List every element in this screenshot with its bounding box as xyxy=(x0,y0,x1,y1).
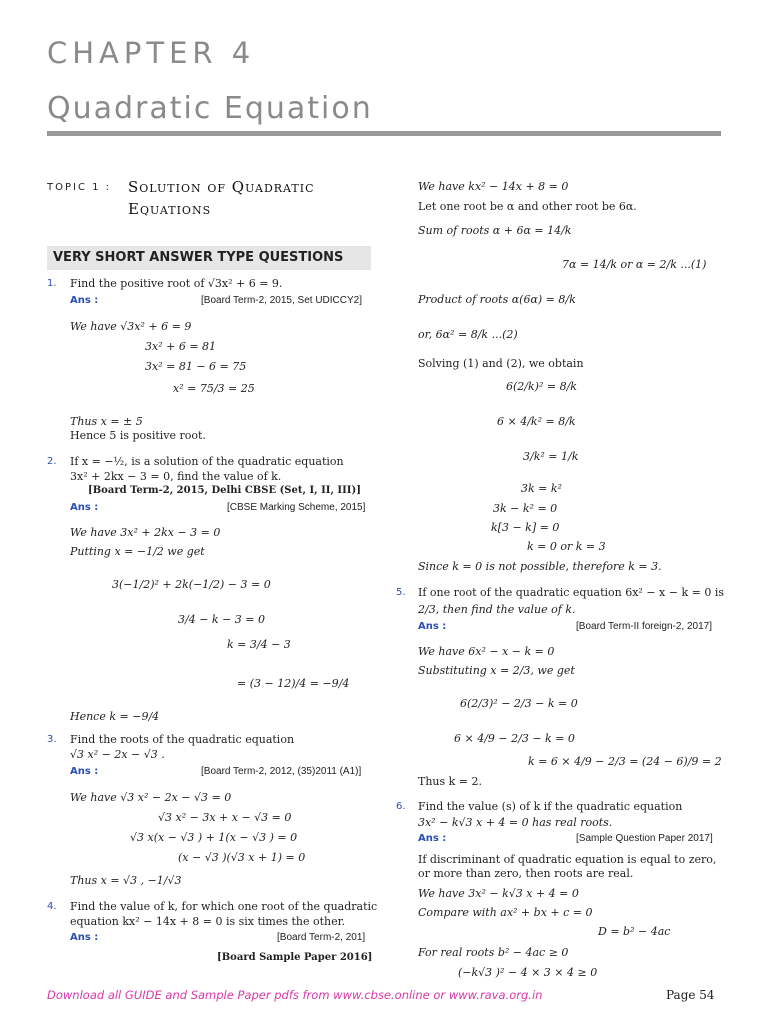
solution-line: Product of roots α(6α) = 8/k xyxy=(418,293,576,306)
solution-line: Sum of roots α + 6α = 14/k xyxy=(418,224,572,237)
question-number: 2. xyxy=(47,456,57,467)
footer-download-link[interactable]: Download all GUIDE and Sample Paper pdfs from www.cbse.online or www.rava.org.in xyxy=(47,988,543,1002)
question-text: 2/3, then find the value of k. xyxy=(418,603,576,616)
solution-line: We have 3x² − k√3 x + 4 = 0 xyxy=(418,887,579,900)
solution-line: We have √3x² + 6 = 9 xyxy=(70,320,192,333)
answer-label: Ans : xyxy=(70,932,99,943)
solution-line: k = 0 or k = 3 xyxy=(527,540,606,553)
solution-line: or, 6α² = 8/k ...(2) xyxy=(418,328,518,341)
solution-line: Compare with ax² + bx + c = 0 xyxy=(418,906,593,919)
source-ref: [Board Term-II foreign-2, 2017] xyxy=(576,621,712,632)
source-ref: [Board Term-2, 201] xyxy=(277,932,366,943)
solution-line: 6(2/3)² − 2/3 − k = 0 xyxy=(460,697,578,710)
question-text: If x = −½, is a solution of the quadratic equation xyxy=(70,455,344,468)
solution-line: 3x² + 6 = 81 xyxy=(145,340,217,353)
solution-line: k = 6 × 4/9 − 2/3 = (24 − 6)/9 = 2 xyxy=(528,755,722,768)
solution-line: D = b² − 4ac xyxy=(598,925,671,938)
topic-title-line2: Equations xyxy=(128,200,212,218)
solution-line: Solving (1) and (2), we obtain xyxy=(418,357,584,370)
solution-line: For real roots b² − 4ac ≥ 0 xyxy=(418,946,569,959)
title-divider xyxy=(47,131,721,136)
solution-line: Hence k = −9/4 xyxy=(70,710,160,723)
solution-line: = (3 − 12)/4 = −9/4 xyxy=(237,677,350,690)
solution-line: √3 x² − 3x + x − √3 = 0 xyxy=(158,811,292,824)
section-heading xyxy=(47,246,371,270)
solution-line: k = 3/4 − 3 xyxy=(227,638,291,651)
solution-line: 3k = k² xyxy=(521,482,562,495)
question-text: Find the roots of the quadratic equation xyxy=(70,733,295,746)
solution-line: √3 x(x − √3 ) + 1(x − √3 ) = 0 xyxy=(130,831,298,844)
solution-line: Putting x = −1/2 we get xyxy=(70,545,205,558)
source-ref: [Sample Question Paper 2017] xyxy=(576,833,713,844)
solution-line: k[3 − k] = 0 xyxy=(491,521,560,534)
question-number: 6. xyxy=(396,801,406,812)
topic-title-line1: Solution of Quadratic xyxy=(128,178,315,196)
solution-line: 3/k² = 1/k xyxy=(523,450,579,463)
solution-line: Hence 5 is positive root. xyxy=(70,429,206,442)
question-number: 4. xyxy=(47,901,57,912)
solution-line: 3(−1/2)² + 2k(−1/2) − 3 = 0 xyxy=(112,578,271,591)
solution-line: or more than zero, then roots are real. xyxy=(418,867,634,880)
answer-label: Ans : xyxy=(70,295,99,306)
section-heading-label: VERY SHORT ANSWER TYPE QUESTIONS xyxy=(53,250,344,265)
source-ref: [CBSE Marking Scheme, 2015] xyxy=(227,502,366,513)
source-ref: [Board Term-2, 2015, Set UDICCY2] xyxy=(201,295,362,306)
answer-label: Ans : xyxy=(70,766,99,777)
question-number: 3. xyxy=(47,734,57,745)
solution-line: If discriminant of quadratic equation is equal to zero, xyxy=(418,853,717,866)
solution-line: (x − √3 )(√3 x + 1) = 0 xyxy=(178,851,306,864)
question-number: 1. xyxy=(47,278,57,289)
question-number: 5. xyxy=(396,587,406,598)
solution-line: Substituting x = 2/3, we get xyxy=(418,664,575,677)
solution-line: 6 × 4/9 − 2/3 − k = 0 xyxy=(454,732,575,745)
solution-line: 6(2/k)² = 8/k xyxy=(506,380,577,393)
page-title: Quadratic Equation xyxy=(47,91,373,126)
source-ref: [Board Term-2, 2015, Delhi CBSE (Set, I, II, III)] xyxy=(88,485,361,496)
question-text: If one root of the quadratic equation 6x² − x − k = 0 is xyxy=(418,586,724,599)
solution-line: We have kx² − 14x + 8 = 0 xyxy=(418,180,569,193)
question-text: Find the positive root of √3x² + 6 = 9. xyxy=(70,277,283,290)
answer-label: Ans : xyxy=(70,502,99,513)
topic-label: TOPIC 1 : xyxy=(47,182,112,193)
answer-label: Ans : xyxy=(418,621,447,632)
solution-line: 3/4 − k − 3 = 0 xyxy=(178,613,265,626)
question-text: Find the value (s) of k if the quadratic equation xyxy=(418,800,683,813)
solution-line: 6 × 4/k² = 8/k xyxy=(497,415,576,428)
solution-line: Thus x = √3 , −1/√3 xyxy=(70,874,182,887)
page-number: Page 54 xyxy=(666,988,715,1002)
solution-line: (−k√3 )² − 4 × 3 × 4 ≥ 0 xyxy=(458,966,598,979)
answer-label: Ans : xyxy=(418,833,447,844)
solution-line: Let one root be α and other root be 6α. xyxy=(418,200,637,213)
question-text: √3 x² − 2x − √3 . xyxy=(70,748,165,761)
solution-line: Thus x = ± 5 xyxy=(70,415,143,428)
solution-line: Thus k = 2. xyxy=(418,775,483,788)
solution-line: x² = 75/3 = 25 xyxy=(173,382,255,395)
solution-line: We have 6x² − x − k = 0 xyxy=(418,645,555,658)
question-text: Find the value of k, for which one root of the quadratic xyxy=(70,900,378,913)
source-ref: [Board Sample Paper 2016] xyxy=(217,952,373,963)
solution-line: We have √3 x² − 2x − √3 = 0 xyxy=(70,791,232,804)
solution-line: 3x² = 81 − 6 = 75 xyxy=(145,360,247,373)
source-ref: [Board Term-2, 2012, (35)2011 (A1)] xyxy=(201,766,362,777)
solution-line: Since k = 0 is not possible, therefore k = 3. xyxy=(418,560,662,573)
solution-line: 3k − k² = 0 xyxy=(493,502,558,515)
solution-line: We have 3x² + 2kx − 3 = 0 xyxy=(70,526,221,539)
question-text: equation kx² − 14x + 8 = 0 is six times the other. xyxy=(70,915,346,928)
question-text: 3x² + 2kx − 3 = 0, find the value of k. xyxy=(70,470,282,483)
chapter-label: CHAPTER 4 xyxy=(47,36,256,70)
question-text: 3x² − k√3 x + 4 = 0 has real roots. xyxy=(418,816,613,829)
solution-line: 7α = 14/k or α = 2/k ...(1) xyxy=(562,258,707,271)
